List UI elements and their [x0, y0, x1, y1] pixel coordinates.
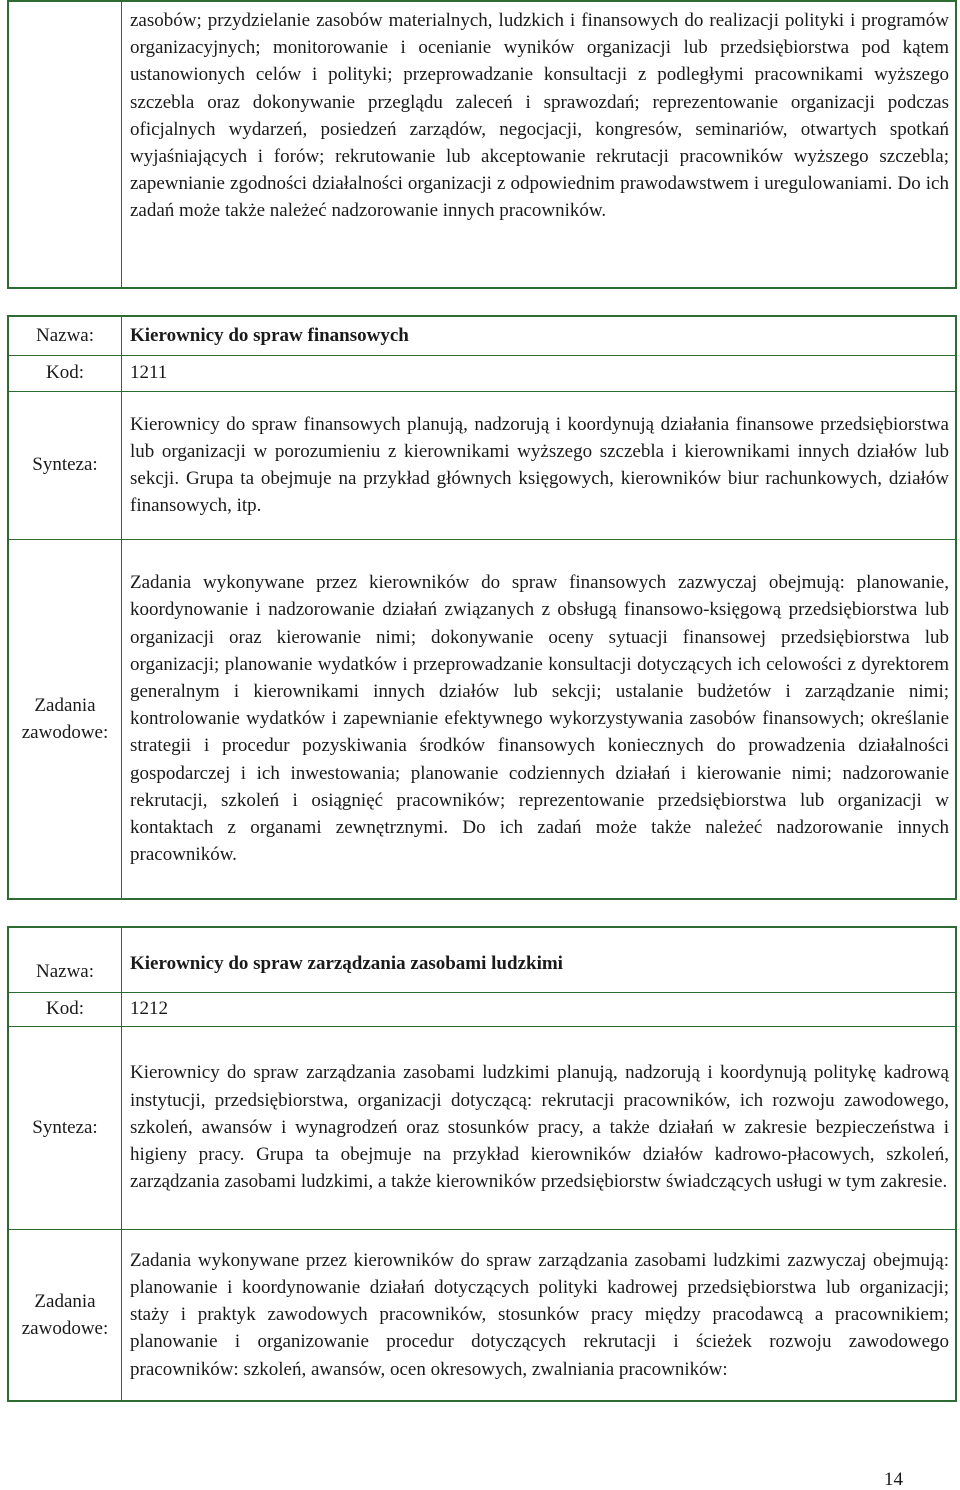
- zadania-label-line1: Zadania: [34, 1290, 96, 1312]
- kod-label: Kod:: [9, 992, 122, 1026]
- occupation-name: Kierownicy do spraw finansowych: [122, 317, 956, 355]
- kod-label: Kod:: [9, 355, 122, 391]
- synteza-text: Kierownicy do spraw finansowych planują, nadzorują i koordynują działania finansowe przedsiębiorstwa lub organizacji w porozumieniu z kierownikami wyższego szczebla i kierownikami innych działów lub sekcji. Grupa ta obejmuje na przykład głównych księgowych, kierowników biur rachunkowych, działów finansowych, itp.: [122, 391, 956, 539]
- page-number: 14: [884, 1469, 903, 1490]
- zadania-label: [9, 539, 122, 898]
- occupation-block-1211: [7, 315, 957, 900]
- zadania-label-line2: zawodowe:: [21, 721, 109, 743]
- empty-label-cell: [9, 2, 122, 287]
- zadania-label: [9, 1229, 122, 1400]
- occupation-block-1212: [7, 926, 957, 1402]
- occupation-code: 1211: [122, 355, 956, 391]
- zadania-text: Zadania wykonywane przez kierowników do spraw finansowych zazwyczaj obejmują: planowanie, koordynowanie i nadzorowanie działań związanych z obsługą finansowo-księgową przedsiębiorstwa lub organizacji oraz kierowanie nimi; dokonywanie oceny sytuacji finansowej przedsiębiorstwa lub organizacji; planowanie wydatków i przeprowadzanie konsultacji dotyczących ich celowości z dyrektorem generalnym i kierownikami innych działów lub sekcji; ustalanie budżetów i zarządzanie nimi; kontrolowanie wydatków i zapewnianie efektywnego wykorzystywania zasobów finansowych; określanie strategii i procedur pozyskiwania środków finansowych koniecznych do prowadzenia działalności gospodarczej i ich inwestowania; planowanie codziennych działań i kierowanie nimi; nadzorowanie rekrutacji, szkoleń i osiągnięć pracowników; reprezentowanie przedsiębiorstwa lub organizacji w kontaktach z organami zewnętrznymi. Do ich zadań może także należeć nadzorowanie innych pracowników.: [122, 539, 956, 898]
- occupation-block-continued: [7, 0, 957, 289]
- zadania-label-line1: Zadania: [34, 694, 96, 716]
- occupation-code: 1212: [122, 992, 956, 1026]
- synteza-label: Synteza:: [9, 391, 122, 539]
- zadania-text: Zadania wykonywane przez kierowników do spraw zarządzania zasobami ludzkimi zazwyczaj obejmują: planowanie i koordynowanie działań dotyczących polityki kadrowej przedsiębiorstwa lub organizacji; staży i praktyk zawodowych pracowników, stosunków pracy między pracodawcą a pracownikiem; planowanie i organizowanie procedur dotyczących rekrutacji i ścieżek rozwoju zawodowego pracowników: szkoleń, awansów, ocen okresowych, zwalniania pracowników:: [122, 1229, 956, 1400]
- occupation-name: Kierownicy do spraw zarządzania zasobami ludzkimi: [122, 928, 956, 992]
- synteza-label: Synteza:: [9, 1026, 122, 1229]
- zadania-label-line2: zawodowe:: [21, 1317, 109, 1339]
- synteza-text: Kierownicy do spraw zarządzania zasobami ludzkimi planują, nadzorują i koordynują politykę kadrową instytucji, przedsiębiorstwa, organizacji dotyczącą: rekrutacji pracowników, ich rozwoju zawodowego, szkoleń, awansów i wynagrodzeń oraz stosunków pracy, a także działań w zakresie bezpieczeństwa i higieny pracy. Grupa ta obejmuje na przykład kierowników działów kadrowo-płacowych, szkoleń, zarządzania zasobami ludzkimi, a także kierowników przedsiębiorstw świadczących usługi w tym zakresie.: [122, 1026, 956, 1229]
- nazwa-label: Nazwa:: [9, 928, 122, 992]
- zadania-text: zasobów; przydzielanie zasobów materialnych, ludzkich i finansowych do realizacji polityki i programów organizacyjnych; monitorowanie i ocenianie wyników organizacji lub przedsiębiorstwa pod kątem ustanowionych celów i polityki; przeprowadzanie konsultacji z podległymi pracownikami wyższego szczebla oraz dokonywanie przeglądu zaleceń i sprawozdań; reprezentowanie organizacji podczas oficjalnych wydarzeń, posiedzeń zarządów, negocjacji, kongresów, seminariów, otwartych spotkań wyjaśniających i forów; rekrutowanie lub akceptowanie rekrutacji pracowników wyższego szczebla; zapewnianie zgodności działalności organizacji z odpowiednim prawodawstwem i uregulowaniami. Do ich zadań może także należeć nadzorowanie innych pracowników.: [122, 2, 956, 287]
- nazwa-label: Nazwa:: [9, 317, 122, 355]
